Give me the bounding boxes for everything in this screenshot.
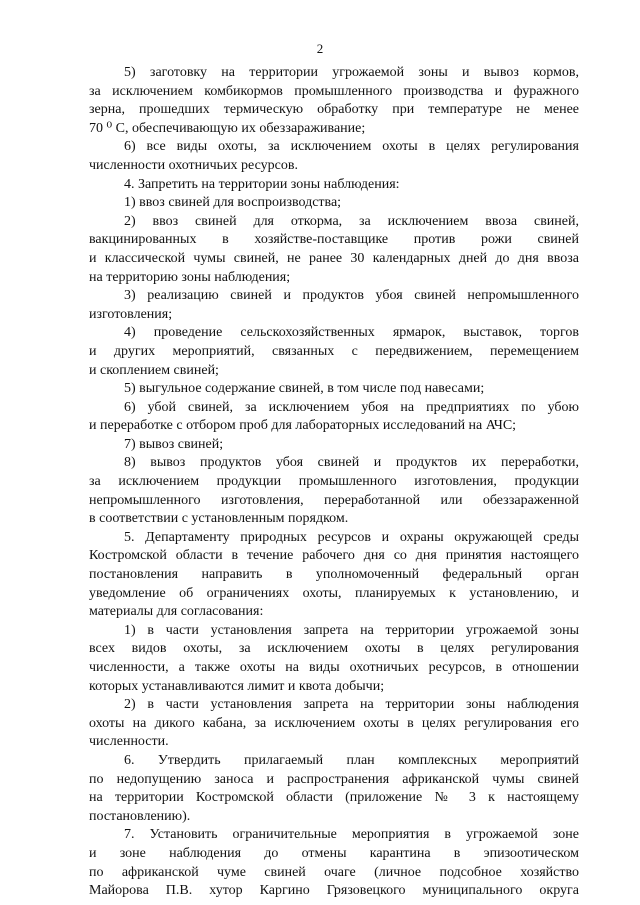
text-line: постановлению). bbox=[89, 808, 191, 824]
text-line: численности. bbox=[89, 734, 169, 750]
text-line: зерна, прошедших термическую обработку при температуре не менее bbox=[89, 102, 579, 118]
page-number: 2 bbox=[316, 41, 324, 56]
text-line: численности охотничьих ресурсов. bbox=[89, 157, 298, 173]
text-line: 6) убой свиней, за исключением убоя на предприятиях по убою bbox=[124, 399, 579, 415]
text-line: на территории Костромской области (приложение № 3 к настоящему bbox=[89, 790, 579, 806]
text-line: 4) проведение сельскохозяйственных ярмарок, выставок, торгов bbox=[124, 325, 579, 341]
text-line: Майорова П.В. хутор Каргино Грязовецкого муниципального округа bbox=[89, 883, 579, 899]
text-line: за исключением продукции промышленного изготовления, продукции bbox=[89, 474, 579, 490]
text-line: 6. Утвердить прилагаемый план комплексных мероприятий bbox=[124, 752, 579, 768]
text-line: 70 ⁰ С, обеспечивающую их обеззараживание; bbox=[89, 120, 366, 136]
text-line: уведомление об ограничениях охоты, планируемых к установлению, и bbox=[89, 585, 579, 601]
text-line: охоты на дикого кабана, за исключением охоты в целях регулирования его bbox=[89, 715, 579, 731]
text-line: за исключением комбикормов промышленного производства и фуражного bbox=[89, 83, 579, 99]
text-line: 2) ввоз свиней для откорма, за исключением ввоза свиней, bbox=[124, 213, 579, 229]
text-line: всех видов охоты, за исключением охоты в целях регулирования bbox=[89, 641, 579, 657]
text-line: непромышленного изготовления, переработанной или обеззараженной bbox=[89, 492, 579, 508]
text-line: численности, а также охоты на виды охотничьих ресурсов, в отношении bbox=[89, 660, 579, 675]
text-line: 4. Запретить на территории зоны наблюдения: bbox=[124, 176, 400, 192]
text-line: и скоплением свиней; bbox=[89, 362, 219, 378]
text-line: 6) все виды охоты, за исключением охоты в целях регулирования bbox=[124, 139, 579, 155]
text-line: 5) выгульное содержание свиней, в том числе под навесами; bbox=[124, 381, 485, 397]
document-body bbox=[89, 64, 579, 901]
text-line: постановления направить в уполномоченный федеральный орган bbox=[89, 567, 579, 583]
text-line: изготовления; bbox=[89, 306, 173, 322]
text-line: 8) вывоз продуктов убоя свиней и продуктов их переработки, bbox=[124, 455, 579, 471]
text-line: и классической чумы свиней, не ранее 30 календарных дней до дня ввоза bbox=[89, 250, 579, 266]
text-line: в соответствии с установленным порядком. bbox=[89, 511, 349, 527]
text-line: и переработке с отбором проб для лабораторных исследований на АЧС; bbox=[89, 418, 517, 434]
text-line: 5. Департаменту природных ресурсов и охраны окружающей среды bbox=[124, 529, 579, 545]
text-line: 1) в части установления запрета на территории угрожаемой зоны bbox=[124, 622, 579, 638]
text-line: по африканской чуме свиней очаге (личное подсобное хозяйство bbox=[89, 864, 579, 880]
text-line: по недопущению заноса и распространения африканской чумы свиней bbox=[89, 771, 579, 787]
text-line: 7) вывоз свиней; bbox=[124, 436, 224, 452]
text-line: вакцинированных в хозяйстве-поставщике против рожи свиней bbox=[89, 232, 579, 248]
text-line: 2) в части установления запрета на территории зоны наблюдения bbox=[124, 697, 579, 713]
text-line: которых устанавливаются лимит и квота добычи; bbox=[89, 678, 385, 694]
text-line: материалы для согласования: bbox=[89, 604, 264, 620]
text-line: и других мероприятий, связанных с передвижением, перемещением bbox=[89, 343, 579, 359]
text-line: 7. Установить ограничительные мероприятия в угрожаемой зоне bbox=[124, 827, 579, 843]
text-line: и зоне наблюдения до отмены карантина в эпизоотическом bbox=[89, 845, 579, 861]
text-line: 5) заготовку на территории угрожаемой зоны и вывоз кормов, bbox=[124, 65, 579, 80]
text-line: 3) реализацию свиней и продуктов убоя свиней непромышленного bbox=[124, 288, 579, 304]
text-line: 1) ввоз свиней для воспроизводства; bbox=[124, 195, 342, 211]
text-line: на территорию зоны наблюдения; bbox=[89, 269, 291, 285]
text-line: Костромской области в течение рабочего дня со дня принятия настоящего bbox=[89, 548, 579, 564]
